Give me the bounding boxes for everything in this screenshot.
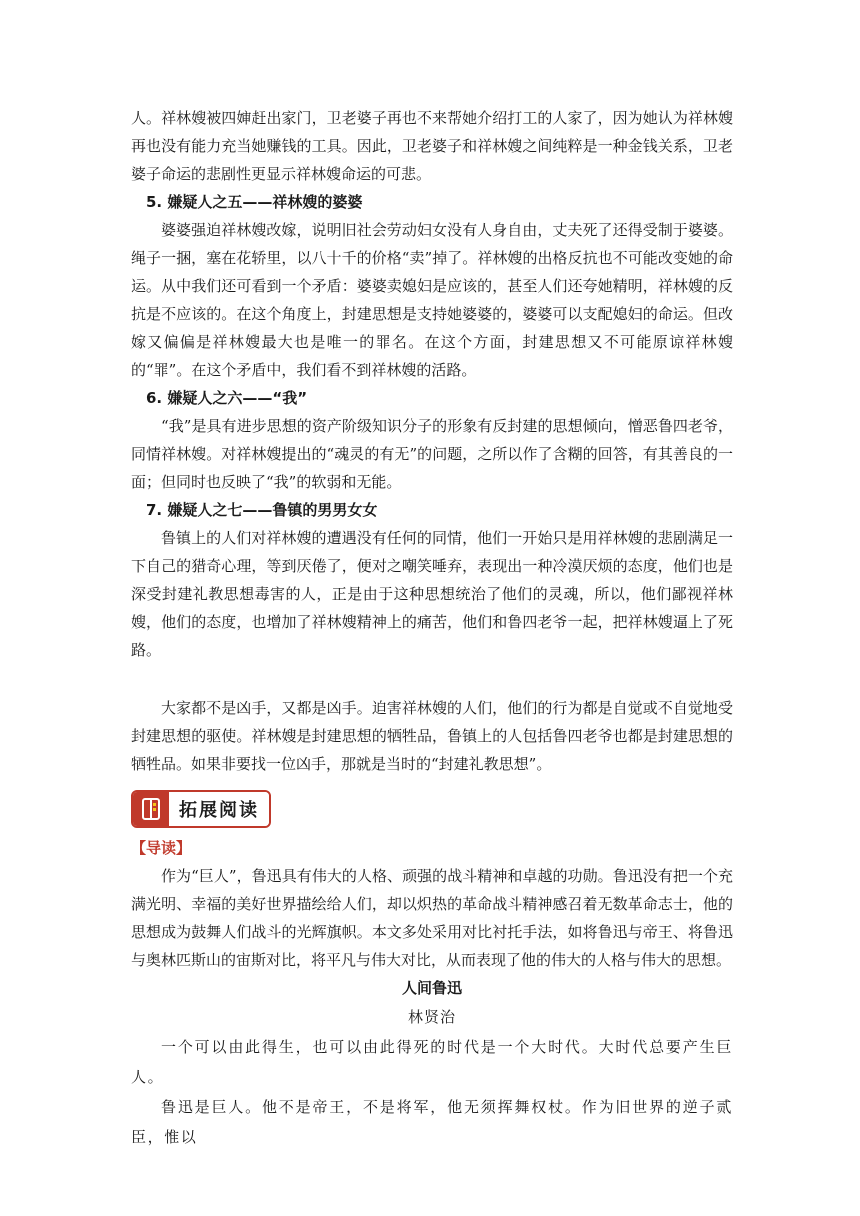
suspect-7-heading: 7. 嫌疑人之七——鲁镇的男男女女 (146, 501, 378, 519)
guide-paragraph: 作为“巨人”，鲁迅具有伟大的人格、顽强的战斗精神和卓越的功勋。鲁迅没有把一个充满光明、幸福的美好世界描绘给人们，却以炽热的革命战斗精神感召着无数革命志士，他的思想成为鼓舞人们战斗的光辉旗帜。本文多处采用对比衬托手法，如将鲁迅与帝王、将鲁迅与奥林匹斯山的宙斯对比，将平凡与伟大对比，从而表现了他的伟大的人格与伟大的思想。 (131, 867, 733, 969)
intro-paragraph: 人。祥林嫂被四婶赶出家门，卫老婆子再也不来帮她介绍打工的人家了，因为她认为祥林嫂再也没有能力充当她赚钱的工具。因此，卫老婆子和祥林嫂之间纯粹是一种金钱关系，卫老婆子命运的悲剧性更显示祥林嫂命运的可悲。 (131, 109, 733, 183)
article-paragraph-1: 一个可以由此得生，也可以由此得死的时代是一个大时代。大时代总要产生巨人。 (131, 1038, 733, 1086)
conclusion-paragraph: 大家都不是凶手，又都是凶手。迫害祥林嫂的人们，他们的行为都是自觉或不自觉地受封建思想的驱使。祥林嫂是封建思想的牺牲品，鲁镇上的人包括鲁四老爷也都是封建思想的牺牲品。如果非要找一位凶手，那就是当时的“封建礼教思想”。 (131, 699, 733, 773)
extended-reading-badge (131, 790, 271, 828)
article-author: 林贤治 (407, 1008, 456, 1026)
article-title: 人间鲁迅 (401, 979, 462, 997)
suspect-5-heading: 5. 嫌疑人之五——祥林嫂的婆婆 (146, 193, 363, 211)
suspect-5-paragraph: 婆婆强迫祥林嫂改嫁，说明旧社会劳动妇女没有人身自由，丈夫死了还得受制于婆婆。绳子一捆，塞在花轿里，以八十千的价格“卖”掉了。祥林嫂的出格反抗也不可能改变她的命运。从中我们还可看到一个矛盾：婆婆卖媳妇是应该的，甚至人们还夸她精明，祥林嫂的反抗是不应该的。在这个角度上，封建思想是支持她婆婆的，婆婆可以支配媳妇的命运。但改嫁又偏偏是祥林嫂最大也是唯一的罪名。在这个方面，封建思想又不可能原谅祥林嫂的“罪”。在这个矛盾中，我们看不到祥林嫂的活路。 (131, 221, 733, 379)
extended-reading-label: 拓展阅读 (169, 792, 269, 826)
suspect-6-paragraph: “我”是具有进步思想的资产阶级知识分子的形象有反封建的思想倾向，憎恶鲁四老爷，同情祥林嫂。对祥林嫂提出的“魂灵的有无”的问题，之所以作了含糊的回答，有其善良的一面；但同时也反映了“我”的软弱和无能。 (131, 417, 733, 491)
book-icon (133, 792, 169, 826)
document-body (131, 104, 733, 1152)
article-paragraph-2: 鲁迅是巨人。他不是帝王，不是将军，他无须挥舞权杖。作为旧世界的逆子贰臣，惟以 (131, 1098, 733, 1146)
suspect-6-heading: 6. 嫌疑人之六——“我” (146, 389, 308, 407)
suspect-7-paragraph: 鲁镇上的人们对祥林嫂的遭遇没有任何的同情，他们一开始只是用祥林嫂的悲剧满足一下自己的猎奇心理，等到厌倦了，便对之嘲笑唾弃，表现出一种冷漠厌烦的态度，他们也是深受封建礼教思想毒害的人，正是由于这种思想统治了他们的灵魂，所以，他们鄙视祥林嫂，他们的态度，也增加了祥林嫂精神上的痛苦，他们和鲁四老爷一起，把祥林嫂逼上了死路。 (131, 529, 733, 659)
guide-label: 【导读】 (131, 839, 192, 857)
paragraph-gap (131, 664, 733, 694)
